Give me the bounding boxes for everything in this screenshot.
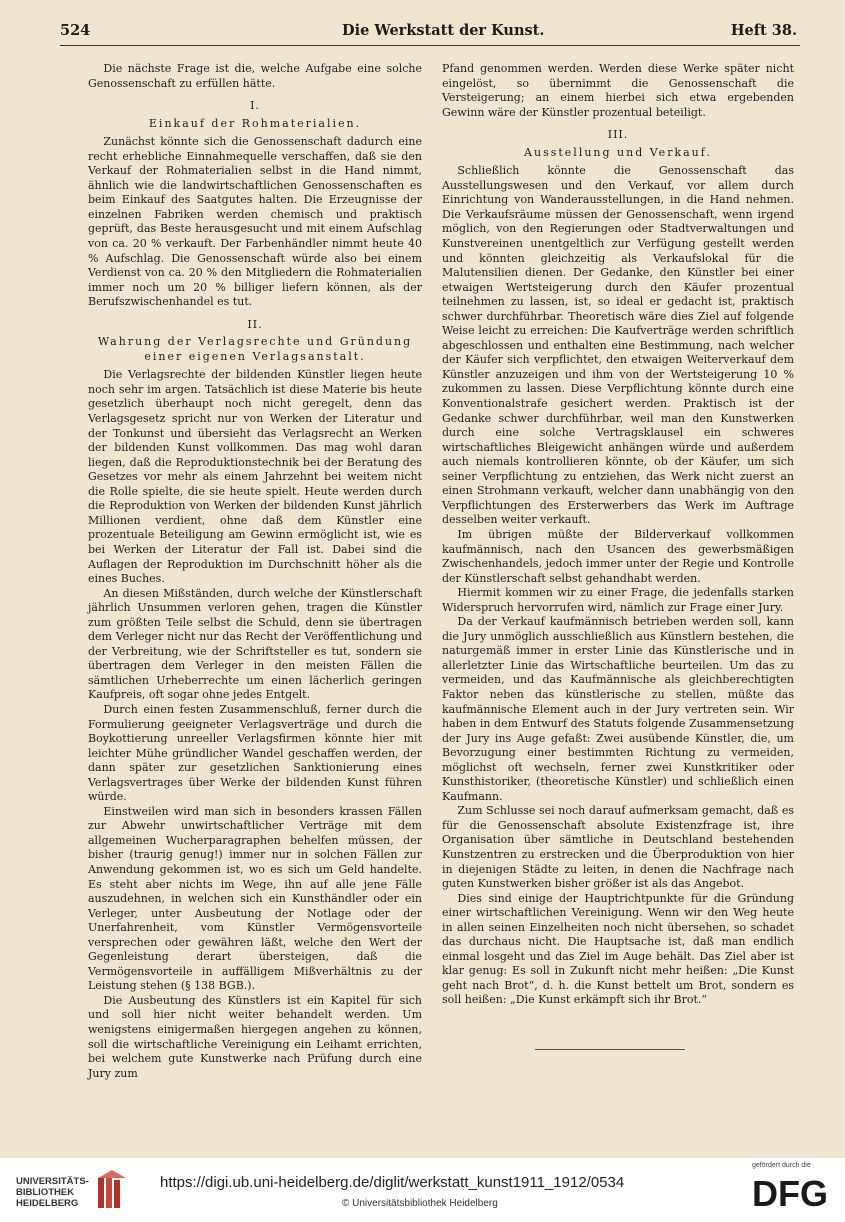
section-2-number: II. [247,317,263,331]
paragraph: An diesen Mißständen, durch welche der Künstlerschaft jährlich Unsummen verloren gehen, tragen die Künstler zum größten Teile selbst die Schuld, denn sie übertragen dem Verleger nicht nur das Recht der Veröffentlichung und der Verbreitung, wie der Schriftsteller es tut, sondern sie übertragen dem Verleger in den meisten Fällen die sämtlichen Urheberrechte um einen lächerlich geringen Kaufpreis, oft sogar ohne jedes Entgelt. [88,586,422,702]
library-emblem-icon [96,1170,128,1210]
paragraph: Da der Verkauf kaufmännisch betrieben werden soll, kann die Jury unmöglich ausschließlich aus Künstlern bestehen, die naturgemäß immer in erster Linie das Künstlerische und in allerletzter Linie das Wirtschaftliche beurteilen. Um das zu vermeiden, und das Kaufmännische als gleichberechtigten Faktor neben das künstlerische zu stellen, müßte das kaufmännische Element auch in der Jury vertreten sein. Wir haben in dem Entwurf des Statuts folgende Zusammensetzung der Jury ins Auge gefaßt: Zwei ausübende Künstler, die, um Bevorzugung einer bestimmten Richtung zu vermeiden, möglichst oft wechseln, ferner zwei Kunstkritiker oder Kunsthistoriker, (theoretische Künstler) und schließlich einen Kaufmann. [442,615,794,803]
dfg-caption: gefördert durch die [752,1162,811,1169]
paragraph: Einstweilen wird man sich in besonders krassen Fällen zur Abwehr unwirtschaftlicher Verträge mit dem allgemeinen Wucherparagraphen behelfen müssen, der bisher (traurig genug!) immer nur in solchen Fällen zur Anwendung gekommen ist, wo es sich um Geld handelte. Es steht aber nichts im Wege, ihn auf alle jene Fälle auszudehnen, in welchen sich ein Kunsthändler oder ein Verleger, unter Ausbeutung der Notlage oder der Unerfahrenheit, vom Künstler Vermögensvorteile versprechen oder gewähren läßt, welche den Wert der Gegenleistung derart übersteigen, daß die Vermögensvorteile in auffälligem Mißverhältnis zu der Leistung stehen (§ 138 BGB.). [88,804,422,993]
paragraph: Im übrigen müßte der Bilderverkauf vollkommen kaufmännisch, nach den Usancen des gewerbsmäßigen Zwischenhandels, jedoch immer unter der Regie und Kontrolle der Künstlerschaft selbst gehandhabt werden. [442,527,794,585]
right-column [442,62,794,1008]
university-library-logo[interactable] [8,1166,158,1214]
left-column [88,62,422,1081]
page-number: 524 [60,22,91,39]
paragraph: Hiermit kommen wir zu einer Frage, die jedenfalls starken Widerspruch hervorrufen wird, nämlich zur Frage einer Jury. [442,586,794,614]
continuation-paragraph: Pfand genommen werden. Werden diese Werke später nicht eingelöst, so übernimmt die Genossenschaft die Versteigerung; an einem hierbei sich etwa ergebenden Gewinn wäre der Künstler prozentual beteiligt. [442,62,794,119]
paragraph: Zunächst könnte sich die Genossenschaft dadurch eine recht erhebliche Einnahmequelle verschaffen, daß sie den Verkauf der Rohmaterialien selbst in die Hand nimmt, ähnlich wie die landwirtschaftlichen Genossenschaften es beim Einkauf des Saatgutes halten. Die Erzeugnisse der einzelnen Fabriken werden chemisch und praktisch geprüft, das Beste herausgesucht und mit einem Aufschlag von ca. 20 % verkauft. Der Farbenhändler nimmt heute 40 % Aufschlag. Die Genossenschaft würde also bei einem Verdienst von ca. 20 % den Mitgliedern die Rohmaterialien immer noch um 20 % billiger liefern können, als der Berufszwischenhandel es tut. [88,135,422,309]
section-3-number: III. [607,128,629,142]
library-name: UNIVERSITÄTS- BIBLIOTHEK HEIDELBERG [16,1176,89,1209]
viewer-footer [0,1158,845,1222]
header-rule [60,45,800,46]
section-1-number: I. [250,99,260,113]
paragraph: Schließlich könnte die Genossenschaft das Ausstellungswesen und den Verkauf, vor allem durch Einrichtung von Wanderausstellungen, in die Hand nehmen. Die Verkaufsräume müssen der Genossenschaft, wenn irgend möglich, von den Regierungen oder Stadtverwaltungen und Kunstvereinen unentgeltlich zur Verfügung gestellt werden und könnten gleichzeitig als Verkaufslokal für die Malutensilien dienen. Der Gedanke, den Künstler bei einer etwaigen Wertsteigerung durch den Käufer prozentual teilnehmen zu lassen, ist, so ideal er gedacht ist, praktisch schwer durchführbar. Theoretisch wäre dies Ziel auf folgende Weise leicht zu erreichen: Die Kaufverträge werden schriftlich abgeschlossen und enthalten eine Bestimmung, nach welcher der Käufer sich verpflichtet, den etwaigen Weiterverkauf dem Künstler anzuzeigen und ihm von der Wertsteigerung 10 % zukommen zu lassen. Diese Verpflichtung könnte durch eine Konventionalstrafe gesichert werden. Praktisch ist der Gedanke schwer durchführbar, weil man den Kunstwerken durch eine solche Vertragsklausel ein schweres wirtschaftliches Bleigewicht anhängen würde und außerdem auch niemals kontrollieren könnte, ob der Käufer, um sich seiner Verpflichtung zu entziehen, das Werk nicht zuerst an einen Strohmann verkauft, welcher dann unabhängig von den Verpflichtungen des Ersterwerbers das Werk im Auftrage desselben weiter verkauft. [442,164,794,527]
paragraph: Die Ausbeutung des Künstlers ist ein Kapitel für sich und soll hier nicht weiter behandelt werden. Um wenigstens einigermaßen hiergegen angehen zu können, soll die wirtschaftliche Vereinigung ein Leihamt errichten, bei welchem gute Kunstwerke nach Prüfung durch eine Jury zum [88,993,422,1080]
paragraph: Durch einen festen Zusammenschluß, ferner durch die Formulierung geeigneter Verlagsverträge und durch die Boykottierung unreeller Verlagsfirmen könnte hier mit leichter Mühe gründlicher Wandel geschaffen werden, der dann später zur gesetzlichen Sanktionierung eines Verlagsvertrages über Werke der bildenden Kunst führen würde. [88,702,422,804]
issue-number: Heft 38. [730,22,797,39]
section-2-title: Wahrung der Verlagsrechte und Gründung einer eigenen Verlagsanstalt. [97,335,413,363]
section-3-title: Ausstellung und Verkauf. [524,145,712,159]
dfg-logo [750,1172,832,1212]
copyright-notice: © Universitätsbibliothek Heidelberg [342,1198,498,1209]
paragraph: Zum Schlusse sei noch darauf aufmerksam gemacht, daß es für die Genossenschaft absolute Existenzfrage ist, ihre Organisation über sämtliche in Deutschland bestehenden Kunstzentren zu erstrecken und die Überproduktion von hier in diejenigen Städte zu leiten, in denen die Nachfrage nach guten Kunstwerken bisher größer ist als das Angebot. [442,804,794,891]
intro-paragraph: Die nächste Frage ist die, welche Aufgabe eine solche Genossenschaft zu erfüllen hätte. [88,62,422,90]
paragraph: Dies sind einige der Hauptrichtpunkte für die Gründung einer wirtschaftlichen Vereinigung. Wenn wir den Weg heute in allen seinen Einzelheiten noch nicht übersehen, so schadet das durchaus nicht. Die Hauptsache ist, daß man endlich einmal losgeht und das Ziel im Auge behält. Das Ziel aber ist klar genug: Es soll in Zukunft nicht mehr heißen: „Die Kunst geht nach Brot“, d. h. die Kunst bettelt um Brot, sondern es soll heißen: „Die Kunst erkämpft sich ihr Brot.“ [442,891,794,1007]
section-1-title: Einkauf der Rohmaterialien. [148,116,362,130]
dfg-logo-text: DFG [752,1173,828,1212]
end-rule [535,1049,685,1050]
running-title: Die Werkstatt der Kunst. [342,22,545,39]
permalink-url[interactable]: https://digi.ub.uni-heidelberg.de/diglit/werkstatt_kunst1911_1912/0534 [160,1174,625,1191]
paragraph: Die Verlagsrechte der bildenden Künstler liegen heute noch sehr im argen. Tatsächlich ist diese Materie bis heute gesetzlich überhaupt noch nicht geregelt, denn das Verlagsgesetz spricht nur von Werken der Literatur und der Tonkunst und übersieht das Verlagsrecht an Werken der bildenden Kunst vollkommen. Das mag wohl daran liegen, daß die Reproduktionstechnik bei der Beratung des Gesetzes vor mehr als einem Jahrzehnt bei weitem nicht die Rolle spielte, die sie heute spielt. Heute werden durch die Reproduktion von Werken der bildenden Kunst jährlich Millionen verdient, ohne daß dem Künstler eine prozentuale Beteiligung am Gewinn ermöglicht ist, wie es bei Werken der Literatur der Fall ist. Dabei sind die Auflagen der Reproduktion im Durchschnitt höher als die eines Buches. [88,368,422,586]
